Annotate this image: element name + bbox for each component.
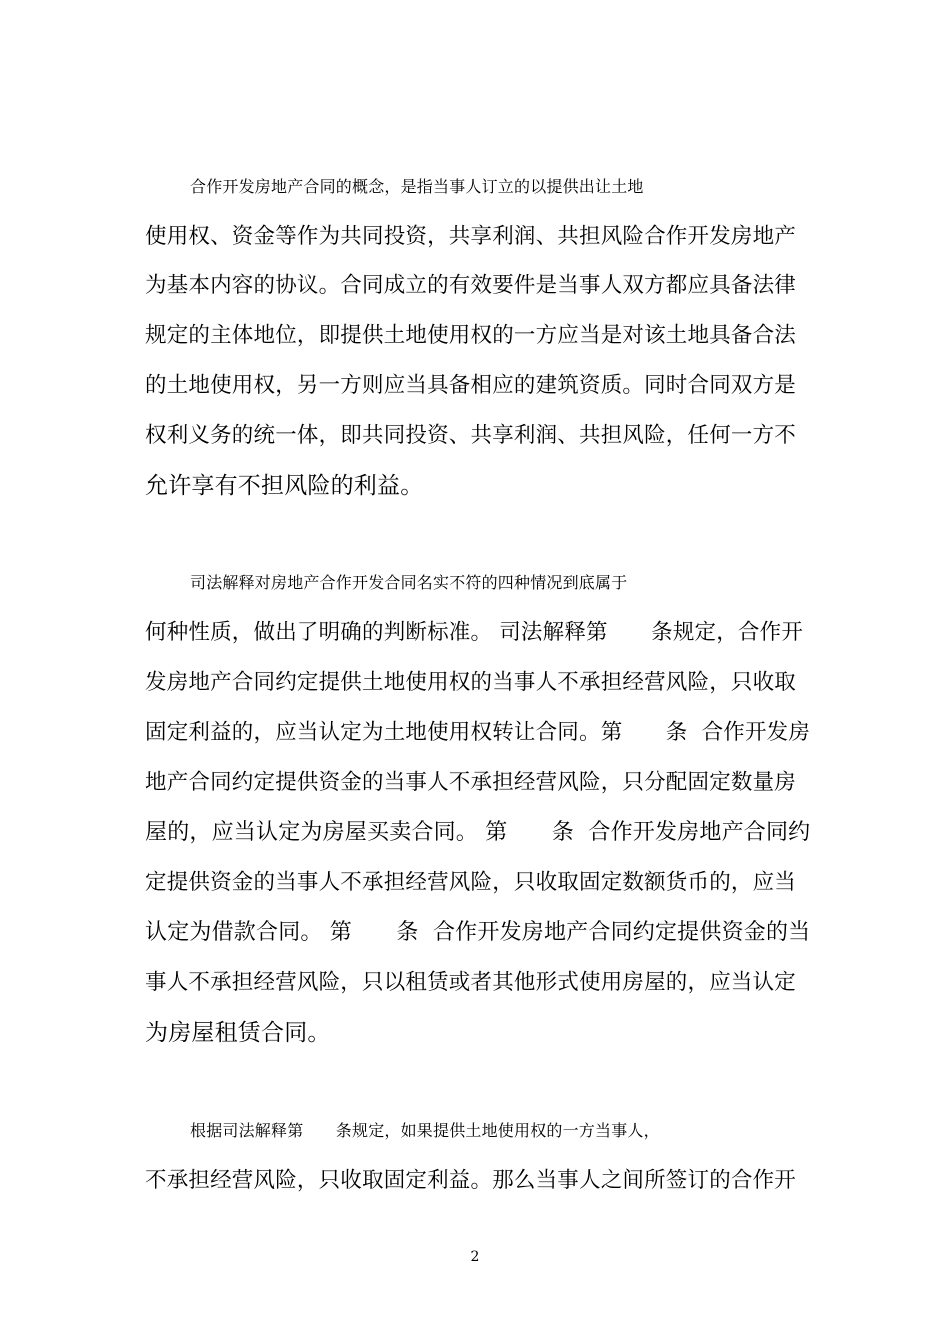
paragraph-1-line-6: 权利义务的统一体，即共同投资、共享利润、共担风险，任何一方不: [145, 423, 797, 448]
paragraph-2-line-4: 固定利益的，应当认定为土地使用权转让合同。第 条 合作开发房: [145, 720, 811, 745]
paragraph-2-line-1: 司法解释对房地产合作开发合同名实不符的四种情况到底属于: [190, 573, 628, 592]
paragraph-1-line-4: 规定的主体地位，即提供土地使用权的一方应当是对该土地具备合法: [145, 323, 797, 348]
paragraph-3-line-2: 不承担经营风险，只收取固定利益。那么当事人之间所签订的合作开: [145, 1168, 797, 1193]
paragraph-2-line-9: 事人不承担经营风险，只以租赁或者其他形式使用房屋的，应当认定: [145, 970, 797, 995]
paragraph-2-line-3: 发房地产合同约定提供土地使用权的当事人不承担经营风险，只收取: [145, 670, 797, 695]
paragraph-2-line-10: 为房屋租赁合同。: [145, 1020, 331, 1046]
page-number: 2: [470, 1249, 480, 1265]
paragraph-1-line-2: 使用权、资金等作为共同投资，共享利润、共担风险合作开发房地产: [145, 224, 797, 249]
paragraph-1-line-1: 合作开发房地产合同的概念，是指当事人订立的以提供出让土地: [190, 177, 644, 196]
paragraph-2-line-5: 地产合同约定提供资金的当事人不承担经营风险，只分配固定数量房: [145, 770, 797, 795]
paragraph-2-line-2: 何种性质，做出了明确的判断标准。 司法解释第 条规定，合作开: [145, 620, 804, 645]
paragraph-1-line-5: 的土地使用权，另一方则应当具备相应的建筑资质。同时合同双方是: [145, 373, 797, 398]
paragraph-2-line-7: 定提供资金的当事人不承担经营风险，只收取固定数额货币的，应当: [145, 870, 797, 895]
paragraph-1-line-3: 为基本内容的协议。合同成立的有效要件是当事人双方都应具备法律: [145, 273, 797, 298]
paragraph-3-line-1: 根据司法解释第 条规定，如果提供土地使用权的一方当事人，: [190, 1121, 660, 1140]
paragraph-1-line-7: 允许享有不担风险的利益。: [145, 473, 424, 499]
paragraph-2-line-8: 认定为借款合同。 第 条 合作开发房地产合同约定提供资金的当: [145, 920, 811, 945]
paragraph-2-line-6: 屋的，应当认定为房屋买卖合同。 第 条 合作开发房地产合同约: [145, 820, 811, 845]
